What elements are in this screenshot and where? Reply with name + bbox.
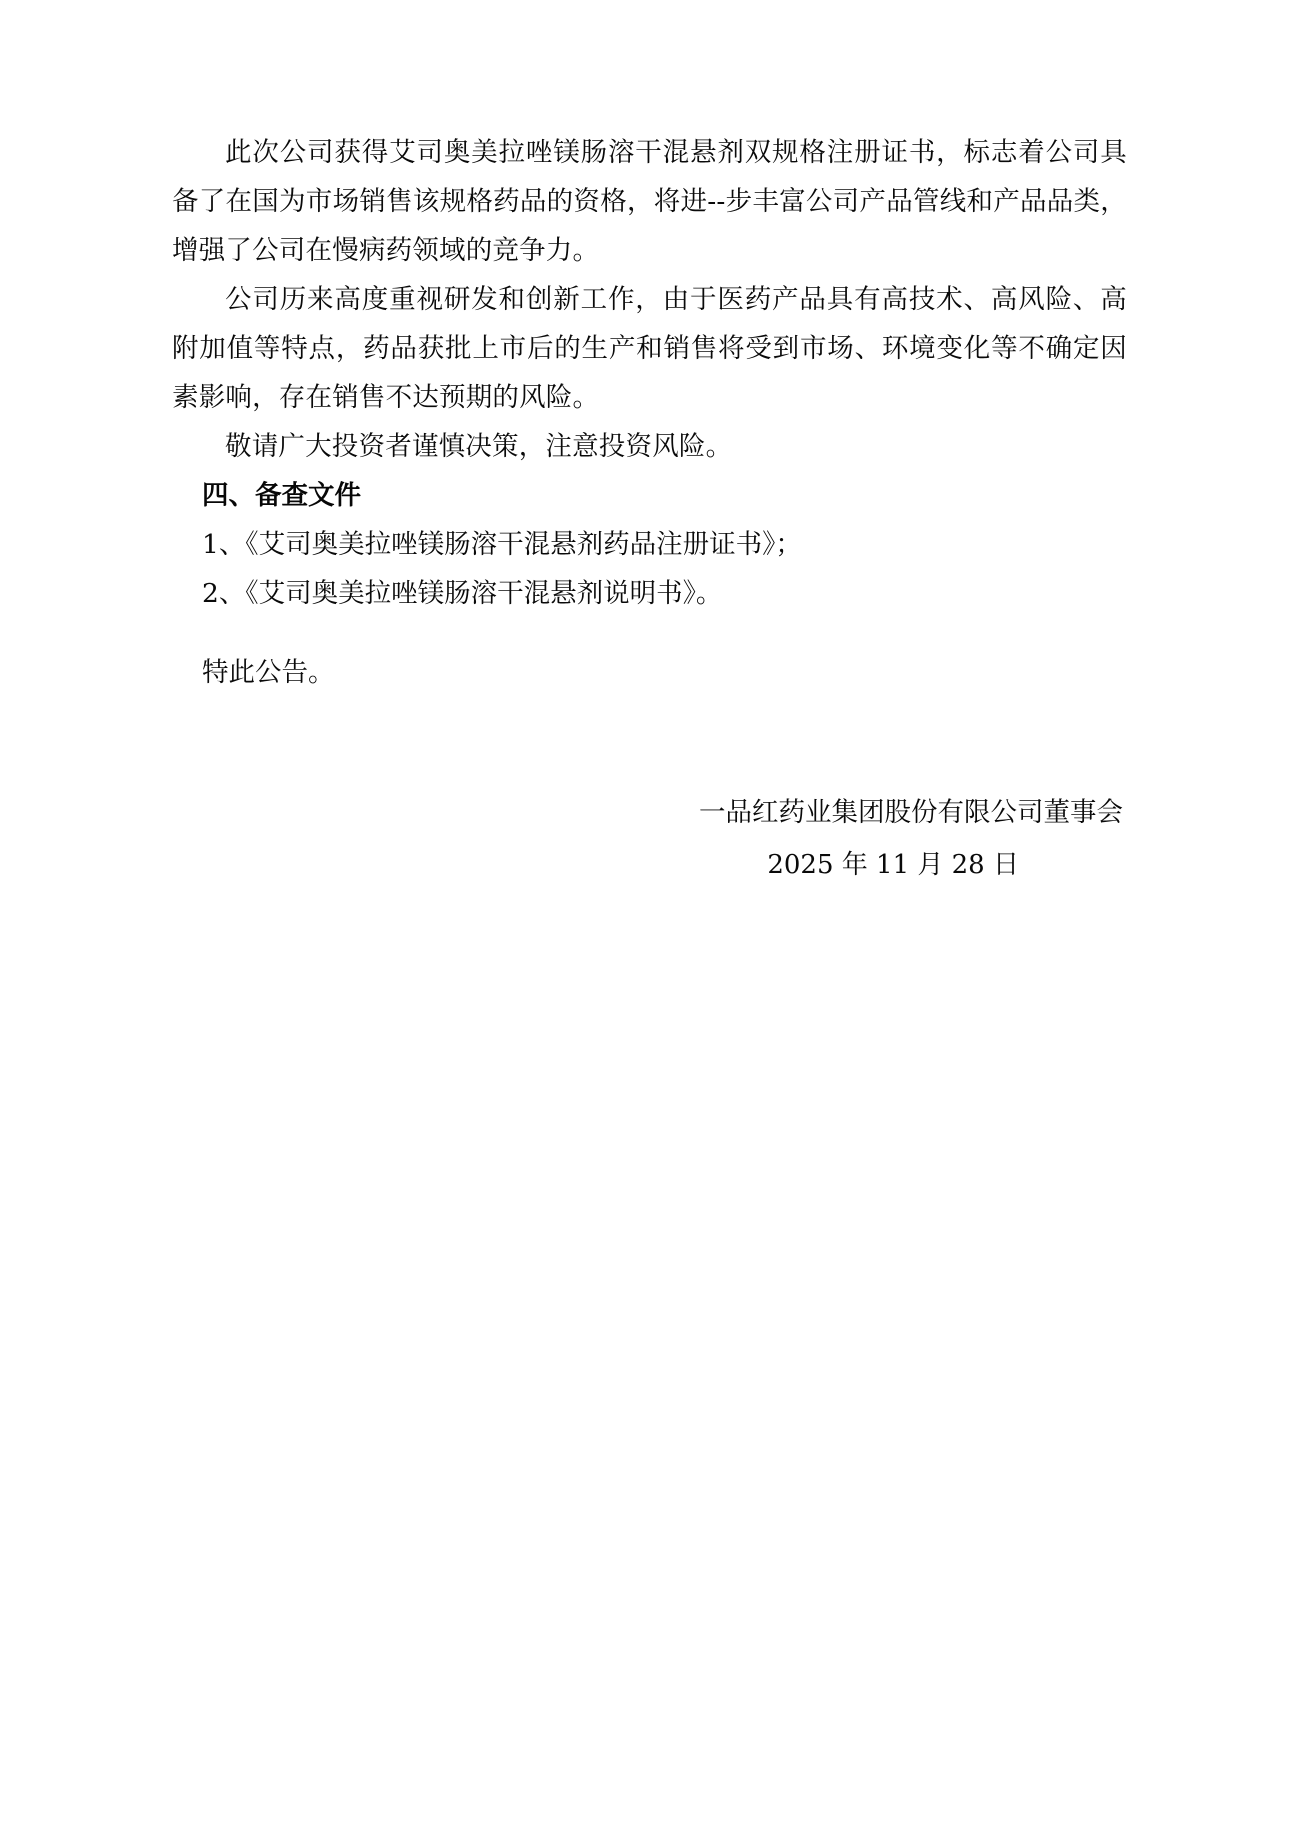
spacer — [172, 618, 1127, 648]
paragraph-2: 公司历来高度重视研发和创新工作，由于医药产品具有高技术、高风险、高附加值等特点，药品获批上市后的生产和销售将受到市场、环境变化等不确定因素影响，存在销售不达预期的风险。 — [172, 284, 1127, 413]
paragraph-1: 此次公司获得艾司奥美拉唑镁肠溶干混悬剂双规格注册证书，标志着公司具备了在国为市场销售该规格药品的资格，将进--步丰富公司产品管线和产品品类，增强了公司在慢病药领域的竞争力。 — [172, 137, 1127, 266]
signature-company: 一品红药业集团股份有限公司董事会 — [699, 797, 1123, 828]
paragraph-3: 敬请广大投资者谨慎决策，注意投资风险。 — [225, 431, 733, 462]
signature-date: 2025 年 11 月 28 日 — [767, 850, 1019, 880]
section-heading-reference-documents: 四、备查文件 — [202, 480, 361, 511]
closing-statement: 特此公告。 — [202, 657, 335, 688]
spacer — [172, 757, 1127, 787]
document-body — [172, 128, 1127, 891]
list-item: 1、《艾司奥美拉唑镁肠溶干混悬剂药品注册证书》； — [202, 529, 802, 560]
spacer — [172, 697, 1127, 757]
list-item: 2、《艾司奥美拉唑镁肠溶干混悬剂说明书》。 — [202, 578, 723, 609]
